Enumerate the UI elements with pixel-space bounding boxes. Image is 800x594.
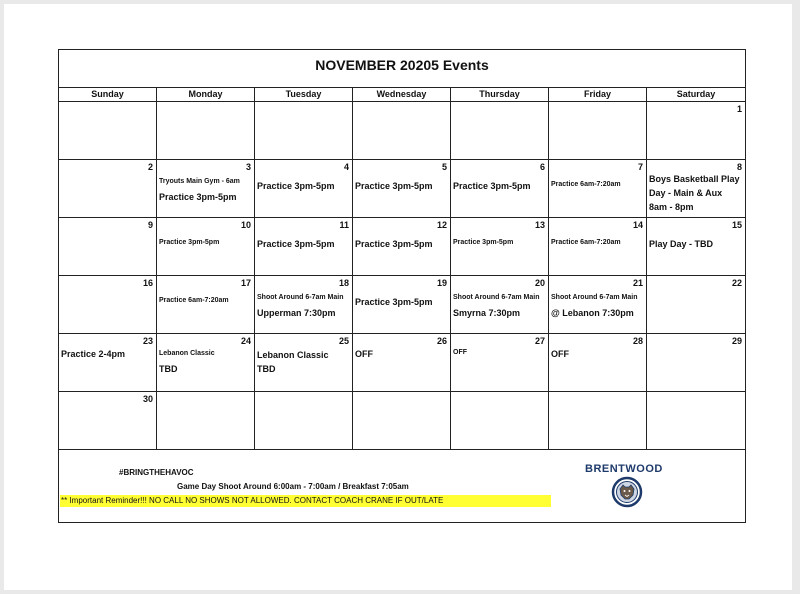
brentwood-bruin-logo-icon bbox=[611, 476, 643, 508]
weekday-header-2: Tuesday bbox=[255, 88, 353, 102]
event-text: TBD bbox=[159, 364, 178, 374]
day-cell bbox=[59, 218, 157, 276]
day-number: 20 bbox=[534, 278, 545, 288]
day-number: 22 bbox=[731, 278, 742, 288]
day-cell bbox=[255, 334, 353, 392]
day-cell bbox=[157, 392, 255, 450]
day-number: 13 bbox=[534, 220, 545, 230]
day-cell bbox=[59, 334, 157, 392]
day-cell bbox=[549, 102, 647, 160]
day-cell bbox=[451, 102, 549, 160]
event-text: Tryouts Main Gym - 6am bbox=[159, 178, 240, 185]
day-cell bbox=[157, 276, 255, 334]
event-text: Day - Main & Aux bbox=[649, 188, 723, 198]
day-cell bbox=[647, 276, 745, 334]
game-day-note: Game Day Shoot Around 6:00am - 7:00am / Breakfast 7:05am bbox=[177, 482, 409, 491]
document-page bbox=[4, 4, 792, 590]
day-cell bbox=[451, 218, 549, 276]
day-cell bbox=[353, 276, 451, 334]
day-number: 1 bbox=[736, 104, 742, 114]
event-text: Practice 3pm-5pm bbox=[453, 239, 514, 246]
event-text: TBD bbox=[257, 364, 276, 374]
event-text: Shoot Around 6-7am Main bbox=[453, 294, 540, 301]
weekday-header-3: Wednesday bbox=[353, 88, 451, 102]
event-text: Boys Basketball Play bbox=[649, 174, 740, 184]
day-number: 17 bbox=[240, 278, 251, 288]
calendar bbox=[58, 49, 746, 523]
day-number: 6 bbox=[539, 162, 545, 172]
event-text: Smyrna 7:30pm bbox=[453, 308, 521, 318]
day-cell bbox=[451, 160, 549, 218]
day-cell bbox=[647, 334, 745, 392]
event-text: Play Day - TBD bbox=[649, 239, 714, 249]
day-number: 2 bbox=[147, 162, 153, 172]
calendar-title: NOVEMBER 20205 Events bbox=[59, 50, 745, 88]
event-text: Practice 6am-7:20am bbox=[159, 297, 229, 304]
event-text: Lebanon Classic bbox=[159, 350, 215, 357]
brentwood-logo-text: BRENTWOOD bbox=[585, 463, 663, 475]
event-text: 8am - 8pm bbox=[649, 202, 694, 212]
event-text: Lebanon Classic bbox=[257, 350, 329, 360]
day-cell bbox=[353, 334, 451, 392]
weekday-header-4: Thursday bbox=[451, 88, 549, 102]
day-number: 9 bbox=[147, 220, 153, 230]
day-cell bbox=[157, 102, 255, 160]
weekday-header-5: Friday bbox=[549, 88, 647, 102]
day-cell bbox=[353, 218, 451, 276]
day-number: 3 bbox=[245, 162, 251, 172]
day-cell bbox=[59, 160, 157, 218]
event-text: Practice 3pm-5pm bbox=[257, 239, 335, 249]
day-number: 4 bbox=[343, 162, 349, 172]
day-number: 11 bbox=[339, 220, 349, 230]
day-cell bbox=[255, 392, 353, 450]
day-number: 16 bbox=[142, 278, 153, 288]
day-cell bbox=[451, 334, 549, 392]
day-cell bbox=[255, 160, 353, 218]
day-cell bbox=[549, 218, 647, 276]
important-reminder: ** Important Reminder!!! NO CALL NO SHOWS NOT ALLOWED. CONTACT COACH CRANE IF OUT/LATE bbox=[60, 495, 551, 507]
day-number: 30 bbox=[142, 394, 153, 404]
hashtag: #BRINGTHEHAVOC bbox=[119, 468, 194, 477]
day-cell bbox=[451, 276, 549, 334]
day-cell bbox=[255, 102, 353, 160]
day-cell bbox=[255, 218, 353, 276]
event-text: Practice 3pm-5pm bbox=[159, 239, 220, 246]
day-cell bbox=[353, 160, 451, 218]
event-text: Practice 6am-7:20am bbox=[551, 181, 621, 188]
day-cell bbox=[353, 392, 451, 450]
event-text: Practice 3pm-5pm bbox=[257, 181, 335, 191]
day-number: 19 bbox=[436, 278, 447, 288]
event-text: Practice 3pm-5pm bbox=[453, 181, 531, 191]
day-number: 27 bbox=[534, 336, 545, 346]
event-text: Shoot Around 6-7am Main bbox=[257, 294, 344, 301]
event-text: Practice 6am-7:20am bbox=[551, 239, 621, 246]
day-cell bbox=[59, 276, 157, 334]
day-cell bbox=[255, 276, 353, 334]
day-number: 12 bbox=[436, 220, 447, 230]
day-cell bbox=[451, 392, 549, 450]
weekday-header-6: Saturday bbox=[647, 88, 745, 102]
day-number: 28 bbox=[632, 336, 643, 346]
day-number: 21 bbox=[632, 278, 643, 288]
day-number: 24 bbox=[240, 336, 251, 346]
day-number: 26 bbox=[436, 336, 447, 346]
day-cell bbox=[549, 276, 647, 334]
day-cell bbox=[59, 392, 157, 450]
day-cell bbox=[549, 334, 647, 392]
event-text: Upperman 7:30pm bbox=[257, 308, 336, 318]
day-cell bbox=[647, 392, 745, 450]
day-cell bbox=[549, 160, 647, 218]
calendar-footer bbox=[59, 450, 745, 522]
day-cell bbox=[647, 218, 745, 276]
event-text: Practice 3pm-5pm bbox=[159, 192, 237, 202]
event-text: Practice 3pm-5pm bbox=[355, 239, 433, 249]
day-number: 10 bbox=[240, 220, 251, 230]
event-text: Shoot Around 6-7am Main bbox=[551, 294, 638, 301]
day-number: 23 bbox=[142, 336, 153, 346]
event-text: Practice 3pm-5pm bbox=[355, 297, 433, 307]
day-number: 5 bbox=[441, 162, 447, 172]
day-number: 15 bbox=[731, 220, 742, 230]
day-number: 18 bbox=[338, 278, 349, 288]
event-text: @ Lebanon 7:30pm bbox=[551, 308, 634, 318]
day-cell bbox=[353, 102, 451, 160]
day-number: 29 bbox=[731, 336, 742, 346]
day-cell bbox=[157, 334, 255, 392]
weekday-header-1: Monday bbox=[157, 88, 255, 102]
day-cell bbox=[647, 102, 745, 160]
event-text: OFF bbox=[355, 349, 373, 359]
day-cell bbox=[59, 102, 157, 160]
day-cell bbox=[157, 218, 255, 276]
day-number: 7 bbox=[637, 162, 643, 172]
weekday-header-0: Sunday bbox=[59, 88, 157, 102]
event-text: Practice 3pm-5pm bbox=[355, 181, 433, 191]
day-number: 14 bbox=[632, 220, 643, 230]
day-cell bbox=[647, 160, 745, 218]
day-cell bbox=[157, 160, 255, 218]
event-text: OFF bbox=[453, 349, 467, 356]
day-number: 8 bbox=[736, 162, 742, 172]
day-cell bbox=[549, 392, 647, 450]
day-number: 25 bbox=[338, 336, 349, 346]
event-text: Practice 2-4pm bbox=[61, 349, 126, 359]
event-text: OFF bbox=[551, 349, 569, 359]
